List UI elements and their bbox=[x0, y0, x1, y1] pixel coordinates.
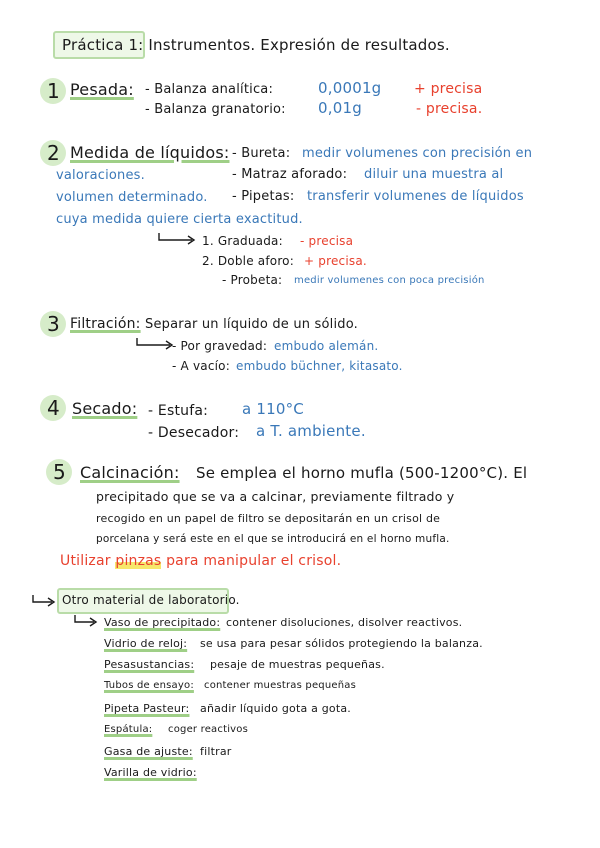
other-item-name: Pesasustancias: bbox=[104, 658, 195, 671]
other-item-name: Gasa de ajuste: bbox=[104, 745, 193, 758]
s2-pipetas-desc: transferir volumenes de líquidos bbox=[307, 189, 524, 204]
s5-note-b: pinzas bbox=[115, 553, 162, 569]
other-item-name: Vidrio de reloj: bbox=[104, 637, 188, 650]
section-4-number: 4 bbox=[47, 396, 60, 420]
s1-line2-note: - precisa. bbox=[416, 101, 483, 117]
other-list-arrow-icon bbox=[74, 614, 100, 626]
other-item-desc: coger reactivos bbox=[168, 724, 249, 735]
other-item-name: Espátula: bbox=[104, 724, 153, 735]
s3-l1-desc: embudo alemán. bbox=[274, 339, 379, 353]
s2-sub2-note: + precisa. bbox=[304, 254, 367, 268]
page-title: Práctica 1: Instrumentos. Expresión de resultados. bbox=[62, 36, 450, 54]
s4-l1-label: - Estufa: bbox=[148, 403, 209, 419]
other-item-name: Vaso de precipitado: bbox=[104, 616, 221, 629]
s1-line2-value: 0,01g bbox=[318, 99, 362, 117]
s5-line4: porcelana y será este en el que se introducirá en el horno mufla. bbox=[96, 533, 450, 545]
s5-line1: Se emplea el horno mufla (500-1200°C). El bbox=[196, 464, 528, 482]
other-arrow-icon bbox=[32, 594, 58, 606]
section-3-number: 3 bbox=[47, 312, 60, 336]
s1-line1-pre: - Balanza analítica: bbox=[145, 82, 274, 97]
other-item-name: Pipeta Pasteur: bbox=[104, 702, 190, 715]
s3-l2-desc: embudo büchner, kitasato. bbox=[236, 359, 403, 373]
s2-line3-blue: volumen determinado. bbox=[56, 190, 208, 205]
s2-sub3-label: - Probeta: bbox=[222, 273, 283, 287]
section-1-number: 1 bbox=[47, 79, 60, 103]
s4-l1-desc: a 110°C bbox=[242, 400, 304, 418]
s2-matraz-desc: diluir una muestra al bbox=[364, 167, 504, 182]
s3-text: Separar un líquido de un sólido. bbox=[145, 317, 358, 332]
s3-l2-label: - A vacío: bbox=[172, 359, 230, 373]
s5-note-a: Utilizar bbox=[60, 553, 111, 569]
other-item-desc: filtrar bbox=[200, 745, 232, 758]
section-5-heading: Calcinación: bbox=[80, 463, 180, 482]
s1-line1-note: + precisa bbox=[414, 81, 483, 97]
section-3-heading: Filtración: bbox=[70, 316, 141, 332]
other-heading: Otro material de laboratorio. bbox=[62, 593, 240, 607]
s2-bureta-desc: medir volumenes con precisión en bbox=[302, 146, 533, 161]
section-4-heading: Secado: bbox=[72, 399, 138, 418]
s2-sub1-note: - precisa bbox=[300, 234, 354, 248]
s4-l2-label: - Desecador: bbox=[148, 425, 240, 441]
other-item-desc: se usa para pesar sólidos protegiendo la balanza. bbox=[200, 637, 483, 650]
other-item-desc: pesaje de muestras pequeñas. bbox=[210, 658, 385, 671]
s2-pipetas-label: - Pipetas: bbox=[232, 189, 295, 204]
s5-line2: precipitado que se va a calcinar, previamente filtrado y bbox=[96, 489, 455, 504]
s5-note bbox=[60, 554, 341, 568]
s5-note-c: para manipular el crisol. bbox=[166, 553, 342, 569]
other-item-name: Tubos de ensayo: bbox=[104, 680, 194, 691]
s3-l1-label: - Por gravedad: bbox=[172, 339, 268, 353]
s2-sub2-label: 2. Doble aforo: bbox=[202, 254, 294, 268]
s2-sub3-desc: medir volumenes con poca precisión bbox=[294, 275, 485, 286]
section-2-number: 2 bbox=[47, 141, 60, 165]
s1-line2-pre: - Balanza granatorio: bbox=[145, 102, 286, 117]
s1-line1-value: 0,0001g bbox=[318, 79, 382, 97]
section-5-number: 5 bbox=[53, 460, 66, 484]
other-item-desc: contener disoluciones, disolver reactivos. bbox=[226, 616, 463, 629]
s2-line2-blue: valoraciones. bbox=[56, 168, 145, 183]
s5-line3: recogido en un papel de filtro se depositarán en un crisol de bbox=[96, 512, 441, 525]
s2-arrow-icon bbox=[158, 232, 198, 244]
s2-matraz-label: - Matraz aforado: bbox=[232, 167, 348, 182]
s2-bureta-label: - Bureta: bbox=[232, 146, 291, 161]
s3-arrow-icon bbox=[136, 337, 176, 349]
other-item-name: Varilla de vidrio: bbox=[104, 766, 197, 779]
other-item-desc: añadir líquido gota a gota. bbox=[200, 702, 352, 715]
s2-line4-blue: cuya medida quiere cierta exactitud. bbox=[56, 212, 303, 227]
s2-sub1-label: 1. Graduada: bbox=[202, 234, 283, 248]
section-2-heading: Medida de líquidos: bbox=[70, 143, 230, 162]
section-1-heading: Pesada: bbox=[70, 80, 134, 99]
s4-l2-desc: a T. ambiente. bbox=[256, 422, 366, 440]
other-item-desc: contener muestras pequeñas bbox=[204, 680, 357, 691]
